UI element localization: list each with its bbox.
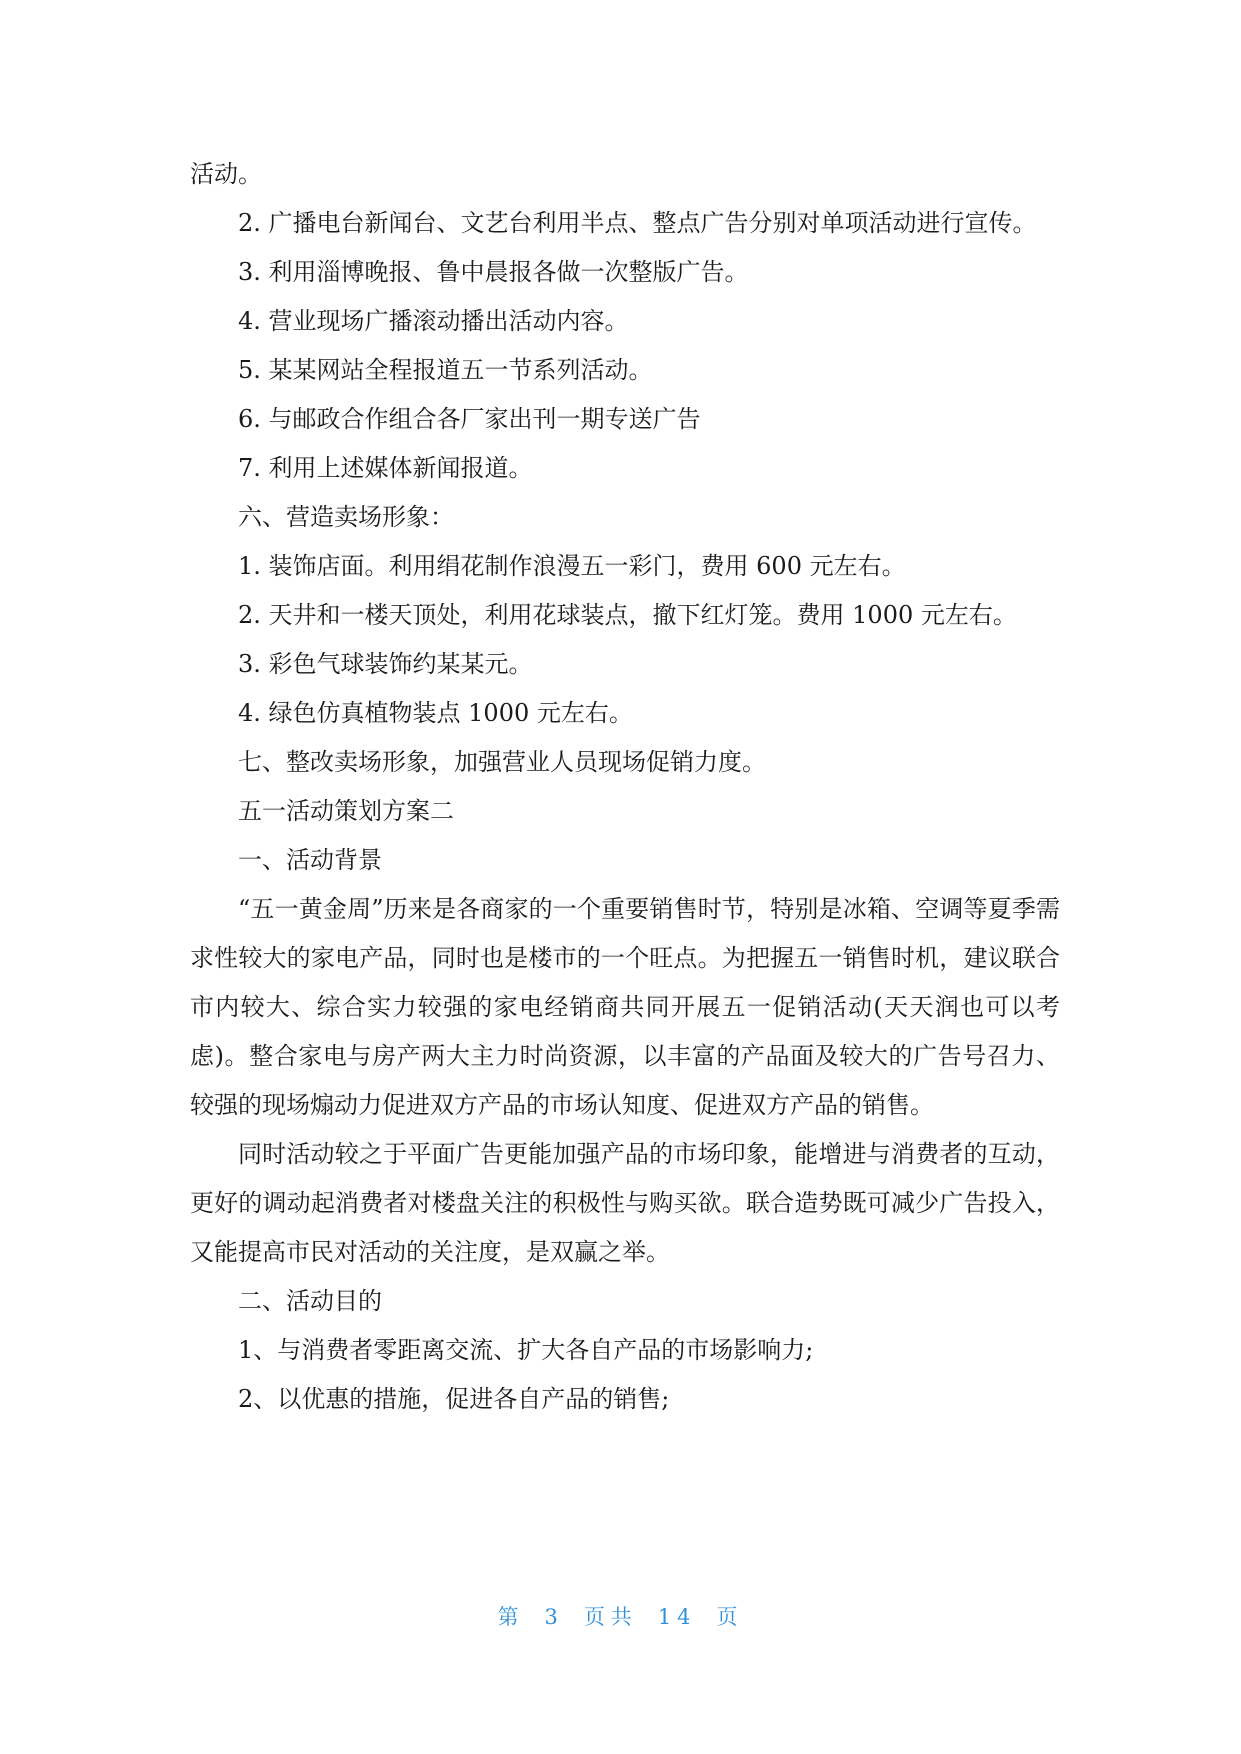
paragraph: 同时活动较之于平面广告更能加强产品的市场印象，能增进与消费者的互动，更好的调动起消费者对楼盘关注的积极性与购买欲。联合造势既可减少广告投入，又能提高市民对活动的关注度，是双赢之举。 xyxy=(190,1140,1060,1266)
section-heading: 七、整改卖场形象，加强营业人员现场促销力度。 xyxy=(238,748,766,776)
footer-middle: 页共 xyxy=(583,1605,638,1629)
paragraph: 5. 某某网站全程报道五一节系列活动。 xyxy=(238,356,653,384)
paragraph: 1、与消费者零距离交流、扩大各自产品的市场影响力; xyxy=(238,1336,814,1364)
paragraph: 2、以优惠的措施，促进各自产品的销售; xyxy=(238,1385,670,1413)
paragraph: 4. 营业现场广播滚动播出活动内容。 xyxy=(238,307,629,335)
total-pages-number: 14 xyxy=(657,1605,697,1629)
paragraph: 7. 利用上述媒体新闻报道。 xyxy=(238,454,533,482)
footer-suffix: 页 xyxy=(716,1605,744,1629)
paragraph: “五一黄金周”历来是各商家的一个重要销售时节，特别是冰箱、空调等夏季需求性较大的家电产品，同时也是楼市的一个旺点。为把握五一销售时机，建议联合市内较大、综合实力较强的家电经销商共同开展五一促销活动(天天润也可以考虑)。整合家电与房产两大主力时尚资源，以丰富的产品面及较大的广告号召力、较强的现场煽动力促进双方产品的市场认知度、促进双方产品的销售。 xyxy=(190,895,1060,1119)
footer-prefix: 第 xyxy=(497,1605,525,1629)
paragraph: 2. 天井和一楼天顶处，利用花球装点，撤下红灯笼。费用 1000 元左右。 xyxy=(238,601,1017,629)
current-page-number: 3 xyxy=(544,1605,564,1629)
section-heading: 一、活动背景 xyxy=(238,846,382,874)
paragraph: 2. 广播电台新闻台、文艺台利用半点、整点广告分别对单项活动进行宣传。 xyxy=(238,209,1037,237)
paragraph: 1. 装饰店面。利用绢花制作浪漫五一彩门，费用 600 元左右。 xyxy=(238,552,906,580)
document-body xyxy=(190,150,1060,1424)
section-heading: 二、活动目的 xyxy=(238,1287,382,1315)
paragraph: 活动。 xyxy=(190,160,262,188)
paragraph: 3. 利用淄博晚报、鲁中晨报各做一次整版广告。 xyxy=(238,258,749,286)
paragraph: 6. 与邮政合作组合各厂家出刊一期专送广告 xyxy=(238,405,701,433)
paragraph: 3. 彩色气球装饰约某某元。 xyxy=(238,650,533,678)
section-heading: 六、营造卖场形象： xyxy=(238,503,454,531)
document-subtitle: 五一活动策划方案二 xyxy=(238,797,454,825)
paragraph: 4. 绿色仿真植物装点 1000 元左右。 xyxy=(238,699,633,727)
page-footer xyxy=(0,1601,1241,1631)
